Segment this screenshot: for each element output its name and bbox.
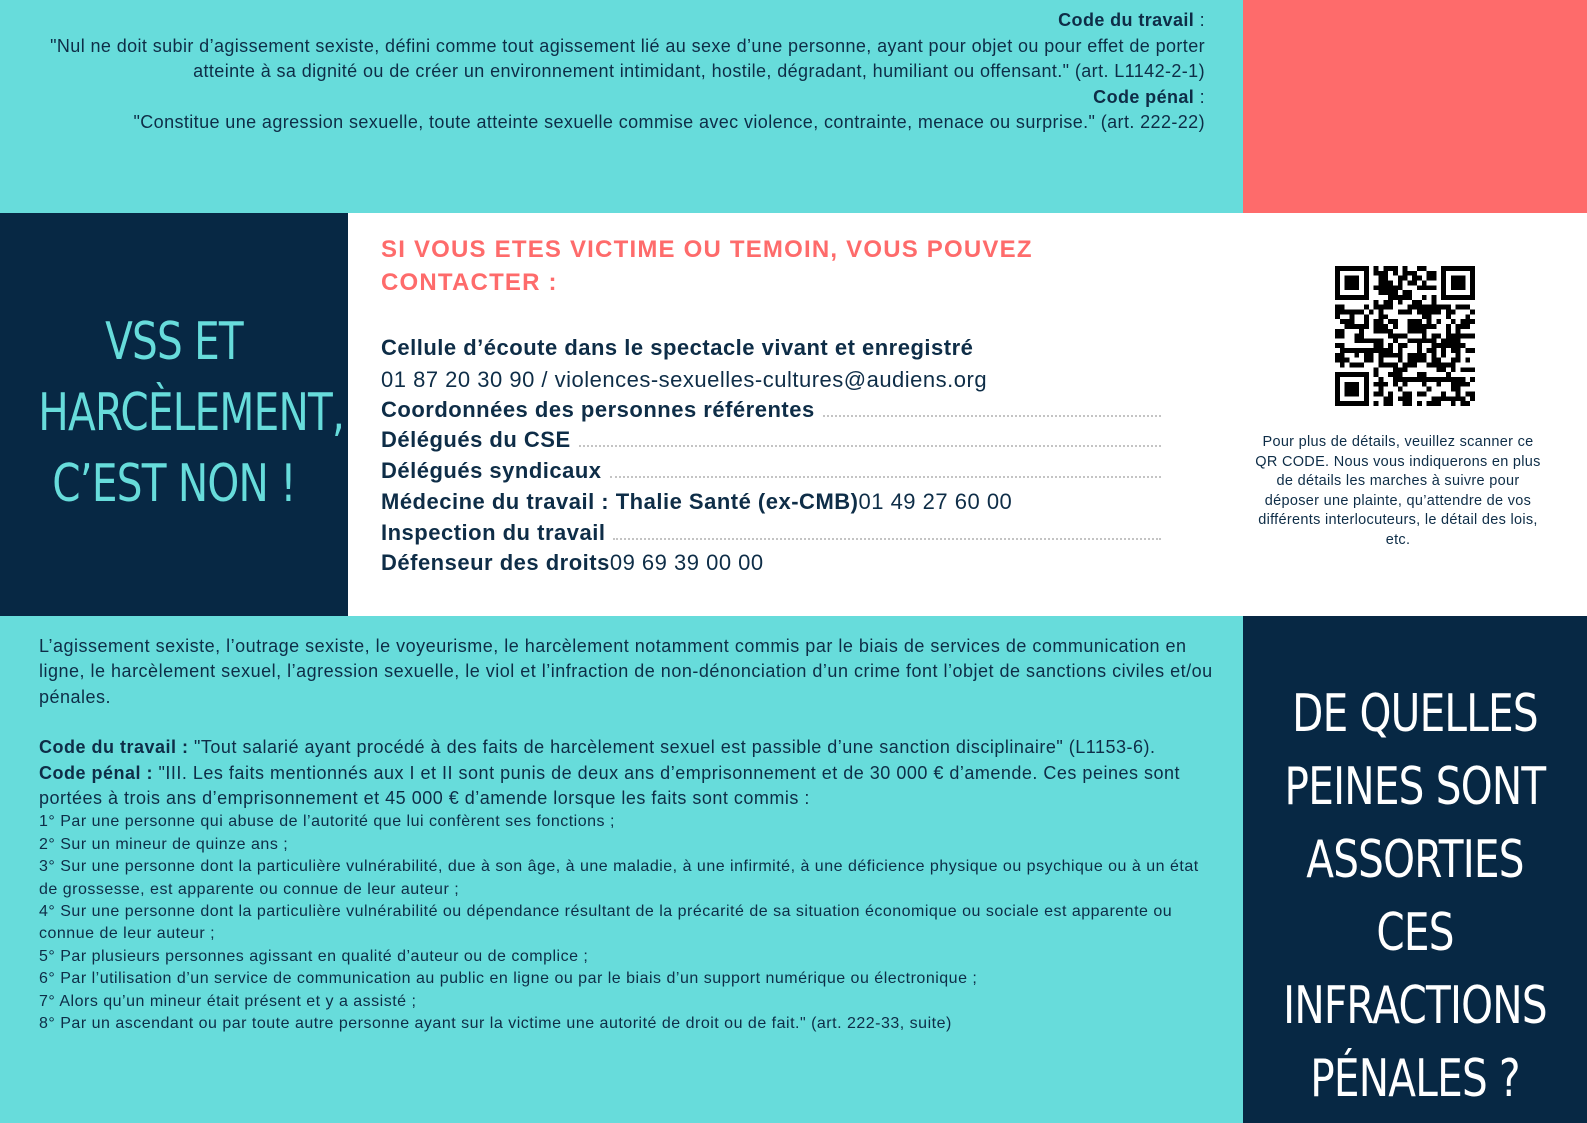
fill-in-line — [823, 397, 1161, 417]
contact-cellule — [381, 333, 1171, 363]
contact-heading — [381, 233, 1121, 299]
list-item: 4° Sur une personne dont la particulière vulnérabilité ou dépendance résultant de la précarité de sa situation économique ou sociale est apparente ou connue de leur auteur ; — [39, 903, 1173, 943]
question-title-line: PÉNALES ? — [1310, 1049, 1520, 1109]
side-title-panel — [0, 213, 348, 616]
coordonnees-label: Coordonnées des personnes référentes — [381, 397, 815, 422]
qr-caption: Pour plus de détails, veuillez scanner ce QR CODE. Nous vous indiquerons en plus de détails les marches à suivre pour déposer une plainte, qu’attendre de vos différents interlocuteurs, le détail des lois, etc. — [1255, 434, 1541, 548]
code-penal-colon: : — [1194, 86, 1205, 107]
contact-syndicaux — [381, 456, 1171, 486]
top-coral-panel — [1243, 0, 1587, 213]
contact-defenseur — [381, 548, 1171, 578]
sanctions-intro: L’agissement sexiste, l’outrage sexiste, le voyeurisme, le harcèlement notamment commis par le biais de services de communication en ligne, le harcèlement sexuel, l’agression sexuelle, le viol et l’infraction de non-dénonciation d’un crime font l’objet de sanctions civiles et/ou pénales. — [39, 636, 1213, 707]
qr-code-icon[interactable] — [1335, 266, 1475, 406]
syndicaux-label: Délégués syndicaux — [381, 458, 602, 483]
inspection-label: Inspection du travail — [381, 520, 606, 545]
list-item: 8° Par un ascendant ou par toute autre personne ayant sur la victime une autorité de droit ou de fait." (art. 222-33, suite) — [39, 1015, 952, 1033]
sanctions-panel — [0, 616, 1243, 1123]
contact-medecine — [381, 487, 1171, 517]
list-item: 3° Sur une personne dont la particulière vulnérabilité, due à son âge, à une maladie, à une infirmité, à une déficience physique ou psychique ou à un état de grossesse, est apparente ou connue de leur auteur ; — [39, 858, 1199, 898]
question-title-line: DE QUELLES — [1292, 684, 1538, 744]
defenseur-phone[interactable]: 09 69 39 00 00 — [609, 550, 764, 575]
question-panel — [1243, 616, 1587, 1123]
code-travail-sanction-text: "Tout salarié ayant procédé à des faits de harcèlement sexuel est passible d’une sanction disciplinaire" (L1153-6). — [188, 737, 1156, 758]
sanctions-text — [39, 634, 1214, 1036]
vss-title-line: VSS ET — [105, 312, 243, 372]
contact-heading-line: CONTACTER : — [381, 269, 558, 296]
vss-title-line: HARCÈLEMENT, — [38, 383, 345, 443]
code-travail-heading: Code du travail — [1058, 10, 1195, 30]
contact-cse — [381, 425, 1171, 455]
aggravating-list — [39, 811, 1214, 1035]
code-penal-quote: "Constitue une agression sexuelle, toute atteinte sexuelle commise avec violence, contrainte, menace ou surprise." (art. 222-22) — [133, 112, 1205, 132]
code-penal-heading: Code pénal — [1093, 86, 1195, 107]
list-item: 7° Alors qu’un mineur était présent et y a assisté ; — [39, 992, 417, 1010]
code-penal-sanction — [39, 761, 1214, 812]
code-travail-colon: : — [1194, 10, 1205, 30]
question-title-line: INFRACTIONS — [1283, 976, 1547, 1036]
code-travail-quote: "Nul ne doit subir d’agissement sexiste, défini comme tout agissement lié au sexe d’une personne, ayant pour objet ou pour effet de porter atteinte à sa dignité ou de créer un environnement intimidant, hostile, dégradant, humiliant ou offensant." (art. L1142-2-1) — [50, 35, 1205, 81]
cellule-phone-email[interactable]: 01 87 20 30 90 / violences-sexuelles-cultures@audiens.org — [381, 367, 988, 392]
contact-inspection — [381, 518, 1171, 548]
contact-heading-line: SI VOUS ETES VICTIME OU TEMOIN, VOUS POUVEZ — [381, 236, 1033, 263]
fill-in-line — [579, 427, 1161, 447]
vss-title — [38, 307, 345, 520]
cse-label: Délégués du CSE — [381, 427, 571, 452]
cellule-label: Cellule d’écoute dans le spectacle vivant et enregistré — [381, 335, 974, 360]
code-travail-sanction-label: Code du travail : — [39, 737, 189, 758]
defenseur-label: Défenseur des droits — [381, 550, 610, 575]
contact-cellule-info[interactable] — [381, 365, 1171, 395]
vss-title-line: C’EST NON ! — [52, 454, 296, 514]
list-item: 6° Par l’utilisation d’un service de communication au public en ligne ou par le biais d’un support numérique ou électronique ; — [39, 970, 978, 988]
fill-in-line — [610, 458, 1161, 478]
contact-panel — [348, 213, 1243, 616]
fill-in-line — [613, 520, 1161, 540]
list-item: 5° Par plusieurs personnes agissant en qualité d’auteur ou de complice ; — [39, 947, 589, 965]
question-title-line: PEINES SONT — [1284, 757, 1546, 817]
code-travail-sanction — [39, 735, 1214, 760]
top-legal-band — [0, 0, 1243, 213]
question-title-line: ASSORTIES CES — [1306, 830, 1524, 963]
qr-panel — [1243, 213, 1587, 616]
top-legal-text — [35, 8, 1205, 136]
question-title — [1281, 678, 1549, 1116]
code-penal-sanction-label: Code pénal : — [39, 762, 154, 783]
medecine-phone[interactable]: 01 49 27 60 00 — [858, 489, 1013, 514]
list-item: 2° Sur un mineur de quinze ans ; — [39, 835, 289, 853]
medecine-label: Médecine du travail : Thalie Santé (ex-CMB) — [381, 489, 859, 514]
contact-coordonnees — [381, 395, 1171, 425]
code-penal-sanction-text: "III. Les faits mentionnés aux I et II sont punis de deux ans d’emprisonnement et de 30 000 € d’amende. Ces peines sont portées à trois ans d’emprisonnement et 45 000 € d’amende lorsque les faits sont commis : — [39, 762, 1180, 809]
list-item: 1° Par une personne qui abuse de l’autorité que lui confèrent ses fonctions ; — [39, 813, 615, 831]
